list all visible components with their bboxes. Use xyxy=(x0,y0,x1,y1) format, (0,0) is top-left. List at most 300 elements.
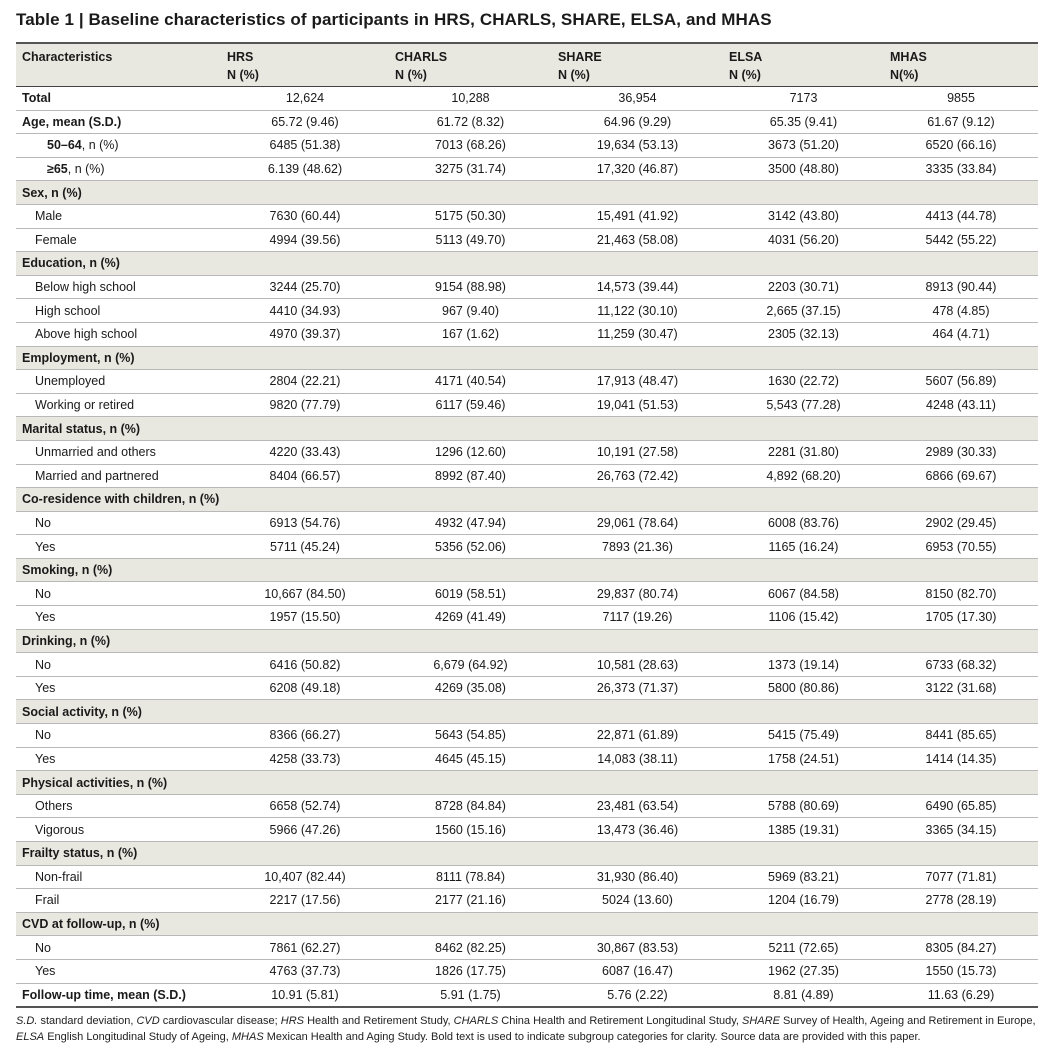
cell-hrs xyxy=(221,346,389,370)
header-elsa: ELSA xyxy=(723,43,884,65)
cell-elsa xyxy=(723,488,884,512)
cell-mhas: 8441 (85.65) xyxy=(884,724,1038,748)
header-subrow xyxy=(16,65,1038,87)
category-row xyxy=(16,488,1038,512)
cell-elsa xyxy=(723,629,884,653)
cell-share: 5024 (13.60) xyxy=(552,889,723,913)
cell-elsa: 5800 (80.86) xyxy=(723,676,884,700)
cell-mhas xyxy=(884,488,1038,512)
cell-elsa: 7173 xyxy=(723,87,884,111)
header-sub-mhas: N(%) xyxy=(884,65,1038,87)
row-label: Physical activities, n (%) xyxy=(16,771,221,795)
row-label xyxy=(16,134,221,158)
cell-share: 23,481 (63.54) xyxy=(552,794,723,818)
cell-share: 7893 (21.36) xyxy=(552,535,723,559)
cell-charls xyxy=(389,252,552,276)
cell-share: 7117 (19.26) xyxy=(552,606,723,630)
cell-elsa xyxy=(723,700,884,724)
cell-charls xyxy=(389,417,552,441)
cell-hrs xyxy=(221,629,389,653)
cell-elsa: 2,665 (37.15) xyxy=(723,299,884,323)
cell-mhas: 6520 (66.16) xyxy=(884,134,1038,158)
header-row xyxy=(16,43,1038,65)
header-hrs: HRS xyxy=(221,43,389,65)
cell-elsa: 1630 (22.72) xyxy=(723,370,884,394)
cell-mhas xyxy=(884,842,1038,866)
cell-charls: 5113 (49.70) xyxy=(389,228,552,252)
row-label: No xyxy=(16,724,221,748)
cell-mhas: 6953 (70.55) xyxy=(884,535,1038,559)
cell-mhas xyxy=(884,417,1038,441)
table-row xyxy=(16,204,1038,228)
row-label: Frail xyxy=(16,889,221,913)
footnote-text: standard deviation, xyxy=(37,1015,137,1027)
row-label: Unmarried and others xyxy=(16,440,221,464)
cell-mhas: 6866 (69.67) xyxy=(884,464,1038,488)
cell-elsa xyxy=(723,912,884,936)
table-row xyxy=(16,134,1038,158)
row-label: Smoking, n (%) xyxy=(16,558,221,582)
cell-mhas xyxy=(884,558,1038,582)
table-row xyxy=(16,228,1038,252)
cell-elsa: 5415 (75.49) xyxy=(723,724,884,748)
table-row xyxy=(16,676,1038,700)
age-range-label: 50–64 xyxy=(47,138,82,153)
row-label: No xyxy=(16,511,221,535)
cell-share xyxy=(552,912,723,936)
row-label: No xyxy=(16,582,221,606)
cell-hrs xyxy=(221,558,389,582)
table-row xyxy=(16,370,1038,394)
cell-charls: 8728 (84.84) xyxy=(389,794,552,818)
cell-hrs xyxy=(221,181,389,205)
cell-mhas xyxy=(884,346,1038,370)
cell-mhas: 2778 (28.19) xyxy=(884,889,1038,913)
table-row xyxy=(16,582,1038,606)
cell-share: 6087 (16.47) xyxy=(552,959,723,983)
cell-charls: 6019 (58.51) xyxy=(389,582,552,606)
cell-mhas: 3122 (31.68) xyxy=(884,676,1038,700)
cell-elsa: 8.81 (4.89) xyxy=(723,983,884,1007)
cell-mhas xyxy=(884,181,1038,205)
row-label: Male xyxy=(16,204,221,228)
header-sub-charls: N (%) xyxy=(389,65,552,87)
footnote-abbrev: CVD xyxy=(136,1015,160,1027)
footnote-abbrev: HRS xyxy=(280,1015,305,1027)
row-label xyxy=(16,157,221,181)
cell-hrs: 10,407 (82.44) xyxy=(221,865,389,889)
cell-charls: 8992 (87.40) xyxy=(389,464,552,488)
row-label: Age, mean (S.D.) xyxy=(16,110,221,134)
cell-hrs xyxy=(221,771,389,795)
cell-charls: 8462 (82.25) xyxy=(389,936,552,960)
cell-elsa: 1373 (19.14) xyxy=(723,653,884,677)
cell-share: 14,083 (38.11) xyxy=(552,747,723,771)
cell-charls xyxy=(389,346,552,370)
cell-share xyxy=(552,252,723,276)
row-label: Vigorous xyxy=(16,818,221,842)
age-range-suffix: , n (%) xyxy=(67,162,105,177)
cell-charls xyxy=(389,842,552,866)
row-label: No xyxy=(16,936,221,960)
table-row xyxy=(16,606,1038,630)
cell-elsa: 2203 (30.71) xyxy=(723,275,884,299)
category-row xyxy=(16,629,1038,653)
row-label: Working or retired xyxy=(16,393,221,417)
cell-charls: 1296 (12.60) xyxy=(389,440,552,464)
table-row xyxy=(16,959,1038,983)
cell-elsa: 1165 (16.24) xyxy=(723,535,884,559)
row-label: No xyxy=(16,653,221,677)
cell-charls: 61.72 (8.32) xyxy=(389,110,552,134)
cell-elsa: 1962 (27.35) xyxy=(723,959,884,983)
age-range-suffix: , n (%) xyxy=(81,138,119,153)
cell-charls: 1560 (15.16) xyxy=(389,818,552,842)
cell-share: 13,473 (36.46) xyxy=(552,818,723,842)
baseline-table xyxy=(16,42,1038,1008)
cell-charls: 967 (9.40) xyxy=(389,299,552,323)
header-sub-hrs: N (%) xyxy=(221,65,389,87)
cell-share: 14,573 (39.44) xyxy=(552,275,723,299)
cell-share xyxy=(552,629,723,653)
cell-elsa: 6067 (84.58) xyxy=(723,582,884,606)
cell-hrs: 2804 (22.21) xyxy=(221,370,389,394)
cell-hrs: 12,624 xyxy=(221,87,389,111)
cell-mhas: 7077 (71.81) xyxy=(884,865,1038,889)
cell-hrs: 7861 (62.27) xyxy=(221,936,389,960)
cell-hrs: 8404 (66.57) xyxy=(221,464,389,488)
row-label: CVD at follow-up, n (%) xyxy=(16,912,221,936)
cell-mhas: 3365 (34.15) xyxy=(884,818,1038,842)
cell-mhas: 5442 (55.22) xyxy=(884,228,1038,252)
cell-mhas xyxy=(884,700,1038,724)
cell-mhas: 2902 (29.45) xyxy=(884,511,1038,535)
category-row xyxy=(16,700,1038,724)
row-label: Frailty status, n (%) xyxy=(16,842,221,866)
cell-mhas xyxy=(884,912,1038,936)
footnote-text: Mexican Health and Aging Study. Bold text is used to indicate subgroup categories for clarity. Source data are provided with this paper. xyxy=(263,1031,921,1043)
cell-charls xyxy=(389,488,552,512)
table-row xyxy=(16,865,1038,889)
row-label: Sex, n (%) xyxy=(16,181,221,205)
cell-charls: 6117 (59.46) xyxy=(389,393,552,417)
cell-share: 17,320 (46.87) xyxy=(552,157,723,181)
cell-mhas: 8913 (90.44) xyxy=(884,275,1038,299)
cell-mhas: 6490 (65.85) xyxy=(884,794,1038,818)
cell-hrs: 4970 (39.37) xyxy=(221,322,389,346)
cell-share: 29,837 (80.74) xyxy=(552,582,723,606)
cell-mhas xyxy=(884,629,1038,653)
cell-elsa: 3673 (51.20) xyxy=(723,134,884,158)
cell-charls xyxy=(389,700,552,724)
header-sub-empty xyxy=(16,65,221,87)
row-label: Co-residence with children, n (%) xyxy=(16,488,221,512)
cell-elsa xyxy=(723,417,884,441)
table-row xyxy=(16,440,1038,464)
category-row xyxy=(16,912,1038,936)
row-label: Total xyxy=(16,87,221,111)
cell-charls: 9154 (88.98) xyxy=(389,275,552,299)
footnote-abbrev: SHARE xyxy=(742,1015,780,1027)
row-label: Yes xyxy=(16,747,221,771)
cell-share: 17,913 (48.47) xyxy=(552,370,723,394)
cell-charls xyxy=(389,558,552,582)
cell-hrs: 6416 (50.82) xyxy=(221,653,389,677)
cell-hrs: 65.72 (9.46) xyxy=(221,110,389,134)
footnote-text: Health and Retirement Study, xyxy=(304,1015,454,1027)
table-row xyxy=(16,983,1038,1007)
table-footnote xyxy=(16,1013,1040,1045)
row-label: Female xyxy=(16,228,221,252)
cell-mhas: 4413 (44.78) xyxy=(884,204,1038,228)
category-row xyxy=(16,346,1038,370)
cell-mhas: 11.63 (6.29) xyxy=(884,983,1038,1007)
cell-share xyxy=(552,417,723,441)
header-characteristics: Characteristics xyxy=(16,43,221,65)
cell-mhas: 3335 (33.84) xyxy=(884,157,1038,181)
cell-elsa xyxy=(723,842,884,866)
table-row xyxy=(16,794,1038,818)
cell-mhas: 1550 (15.73) xyxy=(884,959,1038,983)
footnote-text: English Longitudinal Study of Ageing, xyxy=(44,1031,232,1043)
cell-charls: 4645 (45.15) xyxy=(389,747,552,771)
header-sub-share: N (%) xyxy=(552,65,723,87)
cell-elsa: 2281 (31.80) xyxy=(723,440,884,464)
table-row xyxy=(16,511,1038,535)
cell-mhas: 1705 (17.30) xyxy=(884,606,1038,630)
cell-share: 36,954 xyxy=(552,87,723,111)
cell-hrs: 2217 (17.56) xyxy=(221,889,389,913)
table-row xyxy=(16,747,1038,771)
cell-share: 29,061 (78.64) xyxy=(552,511,723,535)
footnote-text: China Health and Retirement Longitudinal Study, xyxy=(498,1015,743,1027)
table-row xyxy=(16,87,1038,111)
row-label: Yes xyxy=(16,606,221,630)
table-row xyxy=(16,535,1038,559)
row-label: Yes xyxy=(16,959,221,983)
row-label: Above high school xyxy=(16,322,221,346)
header-charls: CHARLS xyxy=(389,43,552,65)
cell-hrs xyxy=(221,700,389,724)
table-row xyxy=(16,724,1038,748)
cell-mhas: 61.67 (9.12) xyxy=(884,110,1038,134)
cell-hrs: 7630 (60.44) xyxy=(221,204,389,228)
cell-mhas: 6733 (68.32) xyxy=(884,653,1038,677)
cell-elsa: 5,543 (77.28) xyxy=(723,393,884,417)
header-mhas: MHAS xyxy=(884,43,1038,65)
cell-share: 11,122 (30.10) xyxy=(552,299,723,323)
cell-share: 15,491 (41.92) xyxy=(552,204,723,228)
cell-charls: 4269 (35.08) xyxy=(389,676,552,700)
cell-share: 10,191 (27.58) xyxy=(552,440,723,464)
row-label: Yes xyxy=(16,535,221,559)
footnote-abbrev: CHARLS xyxy=(453,1015,499,1027)
cell-elsa: 3142 (43.80) xyxy=(723,204,884,228)
cell-share: 64.96 (9.29) xyxy=(552,110,723,134)
row-label: Yes xyxy=(16,676,221,700)
cell-elsa xyxy=(723,346,884,370)
cell-elsa: 5969 (83.21) xyxy=(723,865,884,889)
footnote-abbrev: MHAS xyxy=(231,1031,264,1043)
cell-hrs: 8366 (66.27) xyxy=(221,724,389,748)
cell-charls xyxy=(389,912,552,936)
cell-elsa: 1204 (16.79) xyxy=(723,889,884,913)
row-label: Others xyxy=(16,794,221,818)
cell-charls: 10,288 xyxy=(389,87,552,111)
cell-elsa: 5788 (80.69) xyxy=(723,794,884,818)
cell-elsa: 2305 (32.13) xyxy=(723,322,884,346)
footnote-abbrev: S.D. xyxy=(16,1015,38,1027)
table-row xyxy=(16,653,1038,677)
table-row xyxy=(16,157,1038,181)
cell-hrs: 9820 (77.79) xyxy=(221,393,389,417)
cell-share: 22,871 (61.89) xyxy=(552,724,723,748)
cell-share: 30,867 (83.53) xyxy=(552,936,723,960)
cell-elsa: 4,892 (68.20) xyxy=(723,464,884,488)
footnote-abbrev: ELSA xyxy=(16,1031,45,1043)
cell-hrs xyxy=(221,842,389,866)
cell-mhas: 478 (4.85) xyxy=(884,299,1038,323)
row-label: Drinking, n (%) xyxy=(16,629,221,653)
cell-mhas: 4248 (43.11) xyxy=(884,393,1038,417)
cell-charls: 5175 (50.30) xyxy=(389,204,552,228)
cell-elsa xyxy=(723,771,884,795)
table-row xyxy=(16,299,1038,323)
cell-hrs: 4258 (33.73) xyxy=(221,747,389,771)
cell-hrs: 5966 (47.26) xyxy=(221,818,389,842)
cell-hrs: 4994 (39.56) xyxy=(221,228,389,252)
cell-share xyxy=(552,181,723,205)
cell-share xyxy=(552,842,723,866)
cell-hrs: 4220 (33.43) xyxy=(221,440,389,464)
cell-elsa xyxy=(723,181,884,205)
table-body xyxy=(16,87,1038,1008)
cell-mhas: 1414 (14.35) xyxy=(884,747,1038,771)
table-row xyxy=(16,818,1038,842)
cell-charls xyxy=(389,629,552,653)
cell-hrs: 4763 (37.73) xyxy=(221,959,389,983)
cell-mhas: 8150 (82.70) xyxy=(884,582,1038,606)
cell-mhas: 5607 (56.89) xyxy=(884,370,1038,394)
age-range-label: ≥65 xyxy=(47,162,68,177)
category-row xyxy=(16,771,1038,795)
table-row xyxy=(16,393,1038,417)
cell-mhas xyxy=(884,252,1038,276)
cell-charls: 5.91 (1.75) xyxy=(389,983,552,1007)
cell-elsa: 3500 (48.80) xyxy=(723,157,884,181)
row-label: Social activity, n (%) xyxy=(16,700,221,724)
category-row xyxy=(16,558,1038,582)
table-row xyxy=(16,889,1038,913)
cell-share xyxy=(552,558,723,582)
footnote-text: Survey of Health, Ageing and Retirement in Europe, xyxy=(779,1015,1036,1027)
cell-mhas: 8305 (84.27) xyxy=(884,936,1038,960)
cell-elsa: 1385 (19.31) xyxy=(723,818,884,842)
cell-share: 19,634 (53.13) xyxy=(552,134,723,158)
row-label: Unemployed xyxy=(16,370,221,394)
cell-hrs xyxy=(221,252,389,276)
cell-charls: 5643 (54.85) xyxy=(389,724,552,748)
cell-charls: 8111 (78.84) xyxy=(389,865,552,889)
cell-hrs: 10,667 (84.50) xyxy=(221,582,389,606)
cell-charls: 2177 (21.16) xyxy=(389,889,552,913)
row-label: Employment, n (%) xyxy=(16,346,221,370)
cell-elsa: 6008 (83.76) xyxy=(723,511,884,535)
cell-charls xyxy=(389,181,552,205)
cell-charls: 4171 (40.54) xyxy=(389,370,552,394)
cell-share: 26,763 (72.42) xyxy=(552,464,723,488)
cell-mhas: 2989 (30.33) xyxy=(884,440,1038,464)
cell-share: 5.76 (2.22) xyxy=(552,983,723,1007)
cell-hrs: 6913 (54.76) xyxy=(221,511,389,535)
row-label: Marital status, n (%) xyxy=(16,417,221,441)
row-label: Non-frail xyxy=(16,865,221,889)
cell-elsa: 1106 (15.42) xyxy=(723,606,884,630)
cell-hrs: 4410 (34.93) xyxy=(221,299,389,323)
cell-hrs: 5711 (45.24) xyxy=(221,535,389,559)
table-title: Table 1 | Baseline characteristics of participants in HRS, CHARLS, SHARE, ELSA, and MHAS xyxy=(16,10,772,29)
cell-hrs: 1957 (15.50) xyxy=(221,606,389,630)
cell-hrs: 10.91 (5.81) xyxy=(221,983,389,1007)
cell-hrs xyxy=(221,417,389,441)
cell-charls: 7013 (68.26) xyxy=(389,134,552,158)
cell-hrs: 6485 (51.38) xyxy=(221,134,389,158)
cell-share xyxy=(552,488,723,512)
cell-mhas xyxy=(884,771,1038,795)
cell-charls: 4932 (47.94) xyxy=(389,511,552,535)
cell-elsa: 5211 (72.65) xyxy=(723,936,884,960)
row-label: Education, n (%) xyxy=(16,252,221,276)
cell-hrs: 3244 (25.70) xyxy=(221,275,389,299)
category-row xyxy=(16,417,1038,441)
cell-charls: 4269 (41.49) xyxy=(389,606,552,630)
cell-charls: 167 (1.62) xyxy=(389,322,552,346)
cell-share: 26,373 (71.37) xyxy=(552,676,723,700)
cell-hrs xyxy=(221,912,389,936)
table-row xyxy=(16,936,1038,960)
table-row xyxy=(16,275,1038,299)
cell-share: 31,930 (86.40) xyxy=(552,865,723,889)
category-row xyxy=(16,842,1038,866)
cell-charls: 6,679 (64.92) xyxy=(389,653,552,677)
cell-mhas: 9855 xyxy=(884,87,1038,111)
row-label: Below high school xyxy=(16,275,221,299)
cell-hrs: 6658 (52.74) xyxy=(221,794,389,818)
table-row xyxy=(16,322,1038,346)
cell-share: 11,259 (30.47) xyxy=(552,322,723,346)
table-row xyxy=(16,464,1038,488)
cell-charls: 3275 (31.74) xyxy=(389,157,552,181)
cell-share: 19,041 (51.53) xyxy=(552,393,723,417)
row-label: High school xyxy=(16,299,221,323)
cell-share xyxy=(552,771,723,795)
table-row xyxy=(16,110,1038,134)
cell-elsa: 1758 (24.51) xyxy=(723,747,884,771)
cell-share xyxy=(552,346,723,370)
cell-hrs: 6.139 (48.62) xyxy=(221,157,389,181)
cell-charls: 5356 (52.06) xyxy=(389,535,552,559)
cell-charls xyxy=(389,771,552,795)
header-sub-elsa: N (%) xyxy=(723,65,884,87)
cell-elsa: 65.35 (9.41) xyxy=(723,110,884,134)
cell-elsa xyxy=(723,252,884,276)
cell-charls: 1826 (17.75) xyxy=(389,959,552,983)
cell-mhas: 464 (4.71) xyxy=(884,322,1038,346)
cell-share: 10,581 (28.63) xyxy=(552,653,723,677)
row-label: Married and partnered xyxy=(16,464,221,488)
footnote-text: cardiovascular disease; xyxy=(159,1015,281,1027)
cell-share xyxy=(552,700,723,724)
